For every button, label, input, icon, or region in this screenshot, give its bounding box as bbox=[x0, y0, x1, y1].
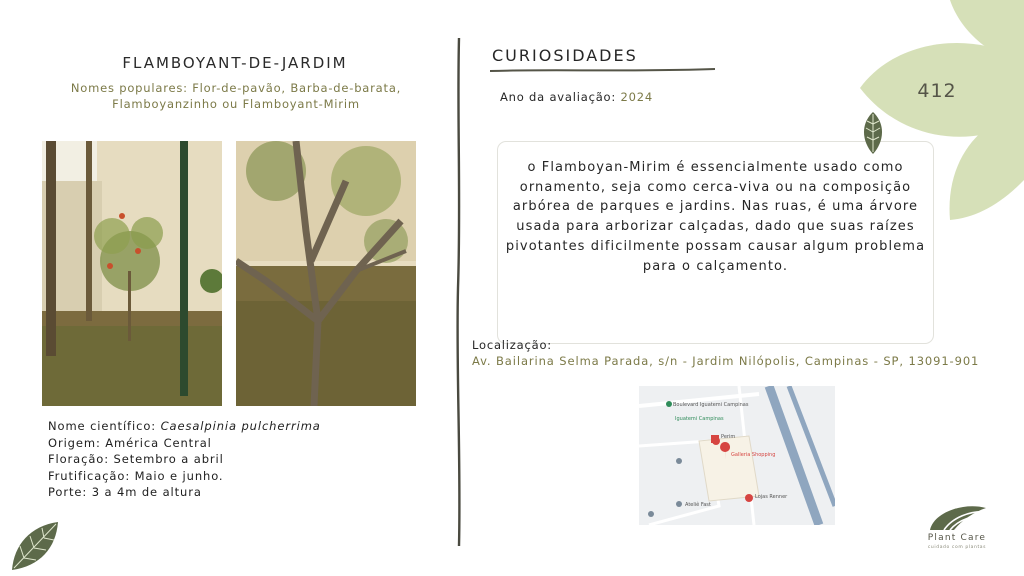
map-label-renner: Lojas Renner bbox=[755, 494, 788, 500]
vertical-divider bbox=[454, 38, 464, 546]
page-number-badge: 412 bbox=[917, 80, 957, 102]
leaf-decoration-bottom-left bbox=[10, 520, 60, 572]
location-map[interactable] bbox=[639, 386, 835, 525]
fact-scientific-name bbox=[48, 418, 321, 435]
evaluation-year bbox=[500, 90, 653, 104]
map-label-atelie: Ateliê Fast bbox=[685, 502, 711, 508]
map-label-iguatemi: Iguatemi Campinas bbox=[675, 416, 724, 422]
evaluation-year-label: Ano da avaliação: bbox=[500, 90, 617, 104]
scientific-name-value: Caesalpinia pulcherrima bbox=[160, 419, 321, 433]
brand-name: Plant Care bbox=[927, 533, 987, 543]
curiosity-text: o Flamboyan-Mirim é essencialmente usado como ornamento, seja como cerca-viva ou na composição arbórea de parques e jardins. Nas ruas, é uma árvore usada para arborizar calçadas, dado que suas raízes pivotantes dificilmente possam causar algum problema para o calçamento. bbox=[505, 160, 926, 274]
map-label-boulevard: Boulevard Iguatemi Campinas bbox=[673, 402, 749, 408]
popular-names-line-1: Nomes populares: Flor-de-pavão, Barba-de-barata, bbox=[70, 81, 402, 95]
popular-names-line-2: Flamboyanzinho ou Flamboyant-Mirim bbox=[112, 97, 360, 111]
map-label-perim: Perim bbox=[721, 434, 736, 440]
plant-facts bbox=[48, 418, 321, 501]
plant-title: FLAMBOYANT-DE-JARDIM bbox=[122, 54, 348, 72]
scientific-name-label: Nome científico: bbox=[48, 419, 157, 433]
location-label: Localização: bbox=[472, 338, 552, 352]
map-label-galleria: Galleria Shopping bbox=[731, 452, 776, 458]
plant-photo-1 bbox=[42, 141, 222, 406]
fact-size: Porte: 3 a 4m de altura bbox=[48, 485, 202, 499]
plant-care-logo-icon bbox=[924, 502, 992, 532]
small-leaf-icon bbox=[860, 112, 886, 154]
brand-tagline: cuidado com plantas bbox=[927, 545, 987, 550]
evaluation-year-value: 2024 bbox=[620, 90, 654, 104]
curiosities-heading: CURIOSIDADES bbox=[492, 46, 638, 65]
fact-origin: Origem: América Central bbox=[48, 435, 212, 450]
fact-flowering: Floração: Setembro a abril bbox=[48, 452, 224, 466]
fact-fruiting: Frutificação: Maio e junho. bbox=[48, 468, 224, 483]
heading-underline bbox=[490, 66, 715, 74]
plant-photo-2 bbox=[236, 141, 416, 406]
popular-names bbox=[56, 80, 416, 112]
location-address: Av. Bailarina Selma Parada, s/n - Jardim Nilópolis, Campinas - SP, 13091-901 bbox=[472, 354, 980, 368]
